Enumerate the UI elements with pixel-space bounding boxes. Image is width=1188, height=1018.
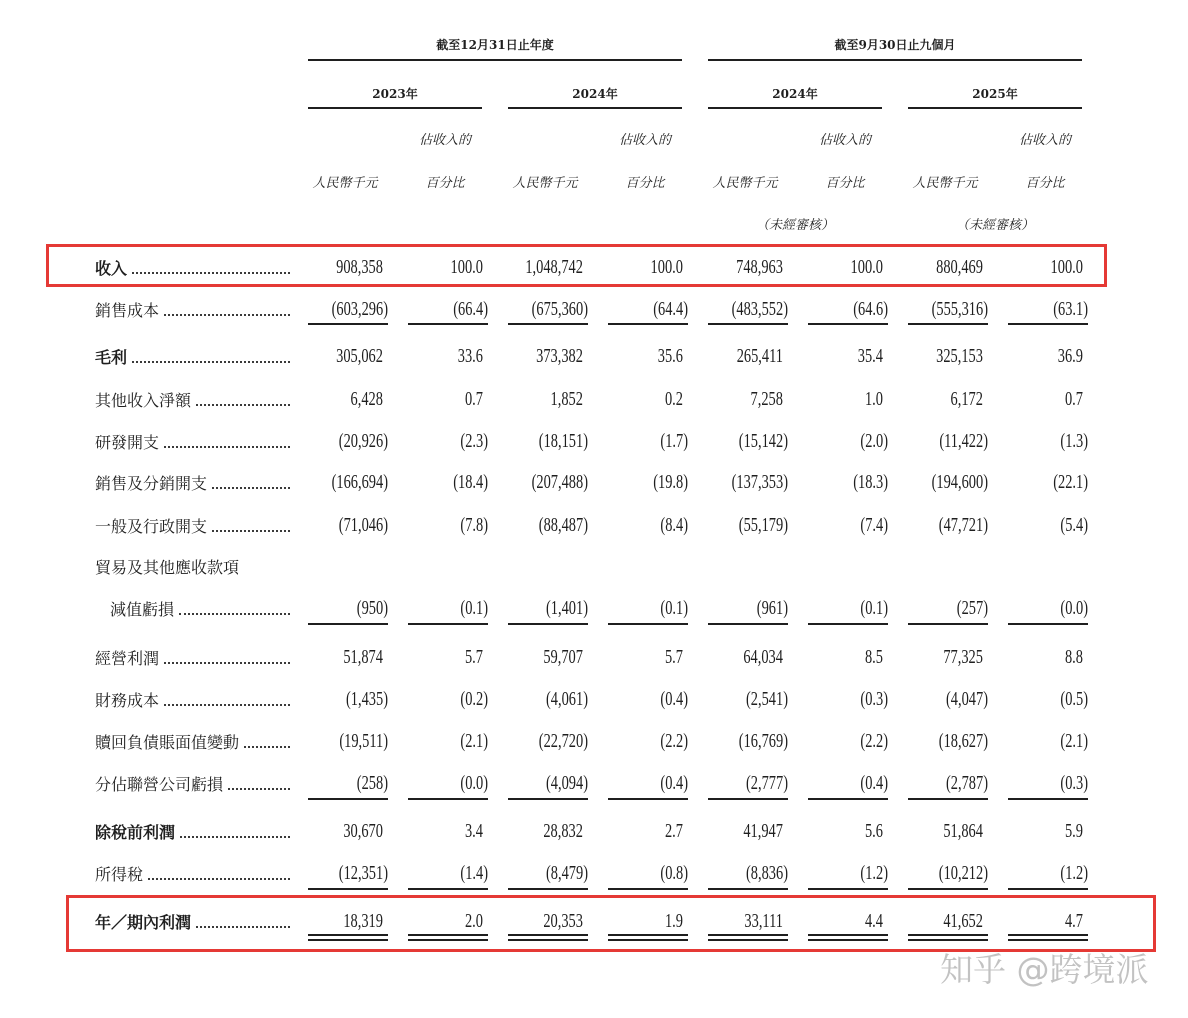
cell-2024-rmb: (22,720) bbox=[538, 730, 588, 752]
cell-2024-rmb: 1,048,742 bbox=[525, 256, 583, 278]
row-label bbox=[95, 386, 290, 412]
subtotal-rule bbox=[308, 623, 1088, 625]
cell-2024-9m-rmb: (55,179) bbox=[738, 514, 788, 536]
cell-2024-9m-pct: (18.3) bbox=[853, 471, 888, 493]
row-share-of-associate-losses bbox=[0, 770, 1188, 796]
row-operating-profit bbox=[0, 644, 1188, 670]
cell-2024-9m-pct: (0.1) bbox=[860, 597, 888, 619]
cell-2025-9m-rmb: (194,600) bbox=[931, 471, 988, 493]
period-header-nine-months: 截至9月30日止九個月 bbox=[834, 38, 956, 52]
cell-2024-9m-pct: (0.4) bbox=[860, 772, 888, 794]
rmb-header: 人民幣千元 bbox=[912, 176, 978, 191]
row-label-text: 贖回負債賬面值變動 bbox=[95, 732, 240, 752]
row-trade-receivables-label bbox=[0, 553, 1188, 579]
dot-leader bbox=[132, 361, 290, 363]
cell-2023-pct: (66.4) bbox=[453, 298, 488, 320]
cell-2025-9m-pct: 4.7 bbox=[1064, 910, 1083, 932]
subtotal-rule bbox=[308, 798, 1088, 800]
cell-2025-9m-pct: (1.2) bbox=[1060, 862, 1088, 884]
cell-2023-rmb: (258) bbox=[356, 772, 388, 794]
cell-2024-pct: (0.8) bbox=[660, 862, 688, 884]
cell-2024-rmb: 373,382 bbox=[536, 345, 583, 367]
row-label-text: 收入 bbox=[95, 258, 128, 278]
cell-2025-9m-pct: (0.5) bbox=[1060, 688, 1088, 710]
row-label bbox=[95, 553, 290, 579]
cell-2024-9m-rmb: (961) bbox=[756, 597, 788, 619]
cell-2024-9m-pct: (2.0) bbox=[860, 430, 888, 452]
cell-2025-9m-rmb: 325,153 bbox=[936, 345, 983, 367]
row-label-text: 銷售及分銷開支 bbox=[95, 473, 208, 493]
row-label bbox=[110, 595, 290, 621]
cell-2025-9m-pct: (2.1) bbox=[1060, 730, 1088, 752]
cell-2025-9m-rmb: (11,422) bbox=[939, 430, 988, 452]
cell-2025-9m-pct: (1.3) bbox=[1060, 430, 1088, 452]
cell-2024-9m-rmb: 265,411 bbox=[736, 345, 783, 367]
unaudited-note: （未經審核） bbox=[755, 218, 834, 233]
cell-2024-rmb: 1,852 bbox=[550, 388, 583, 410]
cell-2024-9m-pct: 4.4 bbox=[864, 910, 883, 932]
unaudited-note: （未經審核） bbox=[955, 218, 1034, 233]
row-label bbox=[95, 818, 290, 844]
rmb-header: 人民幣千元 bbox=[712, 176, 778, 191]
row-label-text: 除稅前利潤 bbox=[95, 822, 176, 842]
cell-2024-pct: (1.7) bbox=[660, 430, 688, 452]
cell-2025-9m-pct: (0.3) bbox=[1060, 772, 1088, 794]
cell-2024-rmb: 59,707 bbox=[543, 646, 583, 668]
cell-2024-9m-pct: (7.4) bbox=[860, 514, 888, 536]
cell-2023-pct: 33.6 bbox=[457, 345, 483, 367]
cell-2024-9m-rmb: 748,963 bbox=[736, 256, 783, 278]
rmb-header: 人民幣千元 bbox=[512, 176, 578, 191]
cell-2024-rmb: (88,487) bbox=[538, 514, 588, 536]
year-header-2025-9m: 2025年 bbox=[972, 87, 1018, 101]
cell-2023-pct: 2.0 bbox=[464, 910, 483, 932]
pct-header-line2: 百分比 bbox=[425, 176, 465, 191]
cell-2024-pct: (2.2) bbox=[660, 730, 688, 752]
cell-2023-rmb: (603,296) bbox=[331, 298, 388, 320]
cell-2023-pct: 5.7 bbox=[464, 646, 483, 668]
dot-leader bbox=[179, 613, 290, 615]
cell-2023-rmb: 305,062 bbox=[336, 345, 383, 367]
cell-2024-9m-pct: (1.2) bbox=[860, 862, 888, 884]
cell-2023-rmb: 6,428 bbox=[350, 388, 383, 410]
pct-header-line2: 百分比 bbox=[825, 176, 865, 191]
row-cost-of-sales bbox=[0, 296, 1188, 322]
row-label-text: 所得稅 bbox=[95, 864, 144, 884]
dot-leader bbox=[212, 487, 290, 489]
row-profit-before-tax bbox=[0, 818, 1188, 844]
cell-2025-9m-pct: (22.1) bbox=[1053, 471, 1088, 493]
dot-leader bbox=[164, 314, 290, 316]
cell-2024-pct: (0.4) bbox=[660, 772, 688, 794]
cell-2024-9m-rmb: 41,947 bbox=[743, 820, 783, 842]
cell-2025-9m-pct: 100.0 bbox=[1050, 256, 1083, 278]
cell-2024-9m-pct: 100.0 bbox=[850, 256, 883, 278]
cell-2023-rmb: (12,351) bbox=[338, 862, 388, 884]
cell-2024-9m-rmb: 64,034 bbox=[743, 646, 783, 668]
row-selling-distribution-expenses bbox=[0, 469, 1188, 495]
cell-2024-9m-rmb: (483,552) bbox=[731, 298, 788, 320]
row-income-tax bbox=[0, 860, 1188, 886]
cell-2024-pct: 35.6 bbox=[657, 345, 683, 367]
cell-2024-rmb: (1,401) bbox=[546, 597, 588, 619]
cell-2024-pct: 100.0 bbox=[650, 256, 683, 278]
cell-2023-rmb: (950) bbox=[356, 597, 388, 619]
cell-2024-pct: 0.2 bbox=[664, 388, 683, 410]
row-label-text: 年／期內利潤 bbox=[95, 912, 192, 932]
row-label-text: 經營利潤 bbox=[95, 648, 160, 668]
cell-2023-rmb: 30,670 bbox=[343, 820, 383, 842]
pct-header-line1: 佔收入的 bbox=[618, 133, 671, 148]
cell-2024-pct: (8.4) bbox=[660, 514, 688, 536]
cell-2025-9m-rmb: (47,721) bbox=[938, 514, 988, 536]
dot-leader bbox=[164, 704, 290, 706]
cell-2024-rmb: (8,479) bbox=[546, 862, 588, 884]
row-label bbox=[95, 512, 290, 538]
cell-2023-rmb: (19,511) bbox=[339, 730, 388, 752]
cell-2025-9m-pct: (0.0) bbox=[1060, 597, 1088, 619]
cell-2023-rmb: (20,926) bbox=[338, 430, 388, 452]
cell-2024-rmb: 28,832 bbox=[543, 820, 583, 842]
row-other-income-net bbox=[0, 386, 1188, 412]
cell-2024-pct: (64.4) bbox=[653, 298, 688, 320]
cell-2023-rmb: (1,435) bbox=[346, 688, 388, 710]
cell-2023-pct: (0.0) bbox=[460, 772, 488, 794]
row-label bbox=[95, 860, 290, 886]
cell-2023-rmb: 908,358 bbox=[336, 256, 383, 278]
cell-2024-pct: 5.7 bbox=[664, 646, 683, 668]
pct-header-line2: 百分比 bbox=[625, 176, 665, 191]
dot-leader bbox=[164, 446, 290, 448]
year-rule bbox=[708, 107, 882, 109]
cell-2023-pct: (18.4) bbox=[453, 471, 488, 493]
cell-2023-rmb: 18,319 bbox=[343, 910, 383, 932]
cell-2024-rmb: (4,061) bbox=[546, 688, 588, 710]
row-label-text: 一般及行政開支 bbox=[95, 516, 208, 536]
cell-2024-9m-pct: (0.3) bbox=[860, 688, 888, 710]
cell-2024-pct: (0.4) bbox=[660, 688, 688, 710]
year-rule bbox=[308, 107, 482, 109]
dot-leader bbox=[180, 836, 290, 838]
cell-2023-pct: 3.4 bbox=[464, 820, 483, 842]
cell-2025-9m-rmb: (18,627) bbox=[938, 730, 988, 752]
row-redemption-liability-change bbox=[0, 728, 1188, 754]
cell-2024-rmb: (207,488) bbox=[531, 471, 588, 493]
cell-2024-pct: 1.9 bbox=[664, 910, 683, 932]
cell-2023-pct: (0.1) bbox=[460, 597, 488, 619]
cell-2024-9m-pct: 35.4 bbox=[857, 345, 883, 367]
year-header-2023: 2023年 bbox=[372, 87, 418, 101]
cell-2025-9m-pct: 5.9 bbox=[1064, 820, 1083, 842]
cell-2024-9m-rmb: (2,777) bbox=[746, 772, 788, 794]
cell-2024-9m-rmb: (8,836) bbox=[746, 862, 788, 884]
row-label bbox=[95, 296, 290, 322]
cell-2023-pct: (2.1) bbox=[460, 730, 488, 752]
cell-2025-9m-rmb: (555,316) bbox=[931, 298, 988, 320]
year-rule bbox=[508, 107, 682, 109]
dot-leader bbox=[196, 404, 290, 406]
cell-2024-rmb: (18,151) bbox=[538, 430, 588, 452]
row-label bbox=[95, 469, 290, 495]
cell-2025-9m-rmb: (4,047) bbox=[946, 688, 988, 710]
cell-2023-rmb: 51,874 bbox=[343, 646, 383, 668]
cell-2025-9m-rmb: 41,652 bbox=[943, 910, 983, 932]
header-rule bbox=[308, 59, 682, 61]
cell-2023-rmb: (166,694) bbox=[331, 471, 388, 493]
row-finance-costs bbox=[0, 686, 1188, 712]
cell-2024-9m-rmb: (15,142) bbox=[738, 430, 788, 452]
pct-header-line1: 佔收入的 bbox=[818, 133, 871, 148]
watermark: 知乎 @跨境派 bbox=[940, 950, 1149, 989]
cell-2024-9m-pct: 8.5 bbox=[864, 646, 883, 668]
cell-2023-pct: (0.2) bbox=[460, 688, 488, 710]
dot-leader bbox=[228, 788, 290, 790]
row-label bbox=[95, 428, 290, 454]
row-label bbox=[95, 770, 290, 796]
cell-2023-pct: 0.7 bbox=[464, 388, 483, 410]
pct-header-line1: 佔收入的 bbox=[1018, 133, 1071, 148]
row-label-text: 分佔聯營公司虧損 bbox=[95, 774, 224, 794]
row-label bbox=[95, 728, 290, 754]
dot-leader bbox=[212, 530, 290, 532]
cell-2023-rmb: (71,046) bbox=[338, 514, 388, 536]
cell-2025-9m-pct: 36.9 bbox=[1057, 345, 1083, 367]
cell-2024-rmb: (675,360) bbox=[531, 298, 588, 320]
cell-2023-pct: (7.8) bbox=[460, 514, 488, 536]
row-label-text: 貿易及其他應收款項 bbox=[95, 557, 240, 577]
cell-2024-9m-rmb: 33,111 bbox=[744, 910, 783, 932]
row-label-text: 財務成本 bbox=[95, 690, 160, 710]
cell-2024-pct: (0.1) bbox=[660, 597, 688, 619]
cell-2025-9m-pct: 0.7 bbox=[1064, 388, 1083, 410]
cell-2025-9m-rmb: 51,864 bbox=[943, 820, 983, 842]
cell-2023-pct: (1.4) bbox=[460, 862, 488, 884]
year-rule bbox=[908, 107, 1082, 109]
cell-2025-9m-rmb: (2,787) bbox=[946, 772, 988, 794]
cell-2023-pct: (2.3) bbox=[460, 430, 488, 452]
cell-2024-9m-pct: (2.2) bbox=[860, 730, 888, 752]
cell-2025-9m-rmb: (10,212) bbox=[938, 862, 988, 884]
profit-highlight-box bbox=[66, 895, 1156, 952]
cell-2024-9m-rmb: (16,769) bbox=[738, 730, 788, 752]
dot-leader bbox=[164, 662, 290, 664]
row-general-admin-expenses bbox=[0, 512, 1188, 538]
cell-2025-9m-pct: 8.8 bbox=[1064, 646, 1083, 668]
cell-2024-rmb: (4,094) bbox=[546, 772, 588, 794]
cell-2025-9m-pct: (5.4) bbox=[1060, 514, 1088, 536]
cell-2024-9m-rmb: 7,258 bbox=[750, 388, 783, 410]
row-label-text: 毛利 bbox=[95, 347, 128, 367]
row-rd-expenses bbox=[0, 428, 1188, 454]
cell-2024-9m-pct: 1.0 bbox=[864, 388, 883, 410]
cell-2024-rmb: 20,353 bbox=[543, 910, 583, 932]
dot-leader bbox=[244, 746, 290, 748]
cell-2024-9m-pct: 5.6 bbox=[864, 820, 883, 842]
cell-2025-9m-rmb: 6,172 bbox=[950, 388, 983, 410]
cell-2025-9m-rmb: 880,469 bbox=[936, 256, 983, 278]
year-header-2024-9m: 2024年 bbox=[772, 87, 818, 101]
cell-2025-9m-rmb: 77,325 bbox=[943, 646, 983, 668]
revenue-highlight-box bbox=[46, 244, 1107, 287]
pct-header-line2: 百分比 bbox=[1025, 176, 1065, 191]
pct-header-line1: 佔收入的 bbox=[418, 133, 471, 148]
row-label bbox=[95, 343, 290, 369]
cell-2025-9m-pct: (63.1) bbox=[1053, 298, 1088, 320]
header-rule bbox=[708, 59, 1082, 61]
year-header-2024: 2024年 bbox=[572, 87, 618, 101]
subtotal-rule bbox=[308, 323, 1088, 325]
cell-2024-9m-rmb: (137,353) bbox=[731, 471, 788, 493]
subtotal-rule bbox=[308, 888, 1088, 890]
cell-2024-pct: 2.7 bbox=[664, 820, 683, 842]
row-label-text: 銷售成本 bbox=[95, 300, 160, 320]
cell-2023-pct: 100.0 bbox=[450, 256, 483, 278]
rmb-header: 人民幣千元 bbox=[312, 176, 378, 191]
row-gross-profit bbox=[0, 343, 1188, 369]
row-label-text: 減值虧損 bbox=[110, 599, 175, 619]
cell-2024-pct: (19.8) bbox=[653, 471, 688, 493]
row-label-text: 其他收入淨額 bbox=[95, 390, 192, 410]
row-label bbox=[95, 644, 290, 670]
cell-2024-9m-rmb: (2,541) bbox=[746, 688, 788, 710]
row-impairment-loss bbox=[0, 595, 1188, 621]
row-label-text: 研發開支 bbox=[95, 432, 160, 452]
row-label bbox=[95, 686, 290, 712]
dot-leader bbox=[148, 878, 290, 880]
period-header-year-end: 截至12月31日止年度 bbox=[436, 38, 554, 52]
cell-2024-9m-pct: (64.6) bbox=[853, 298, 888, 320]
cell-2025-9m-rmb: (257) bbox=[956, 597, 988, 619]
